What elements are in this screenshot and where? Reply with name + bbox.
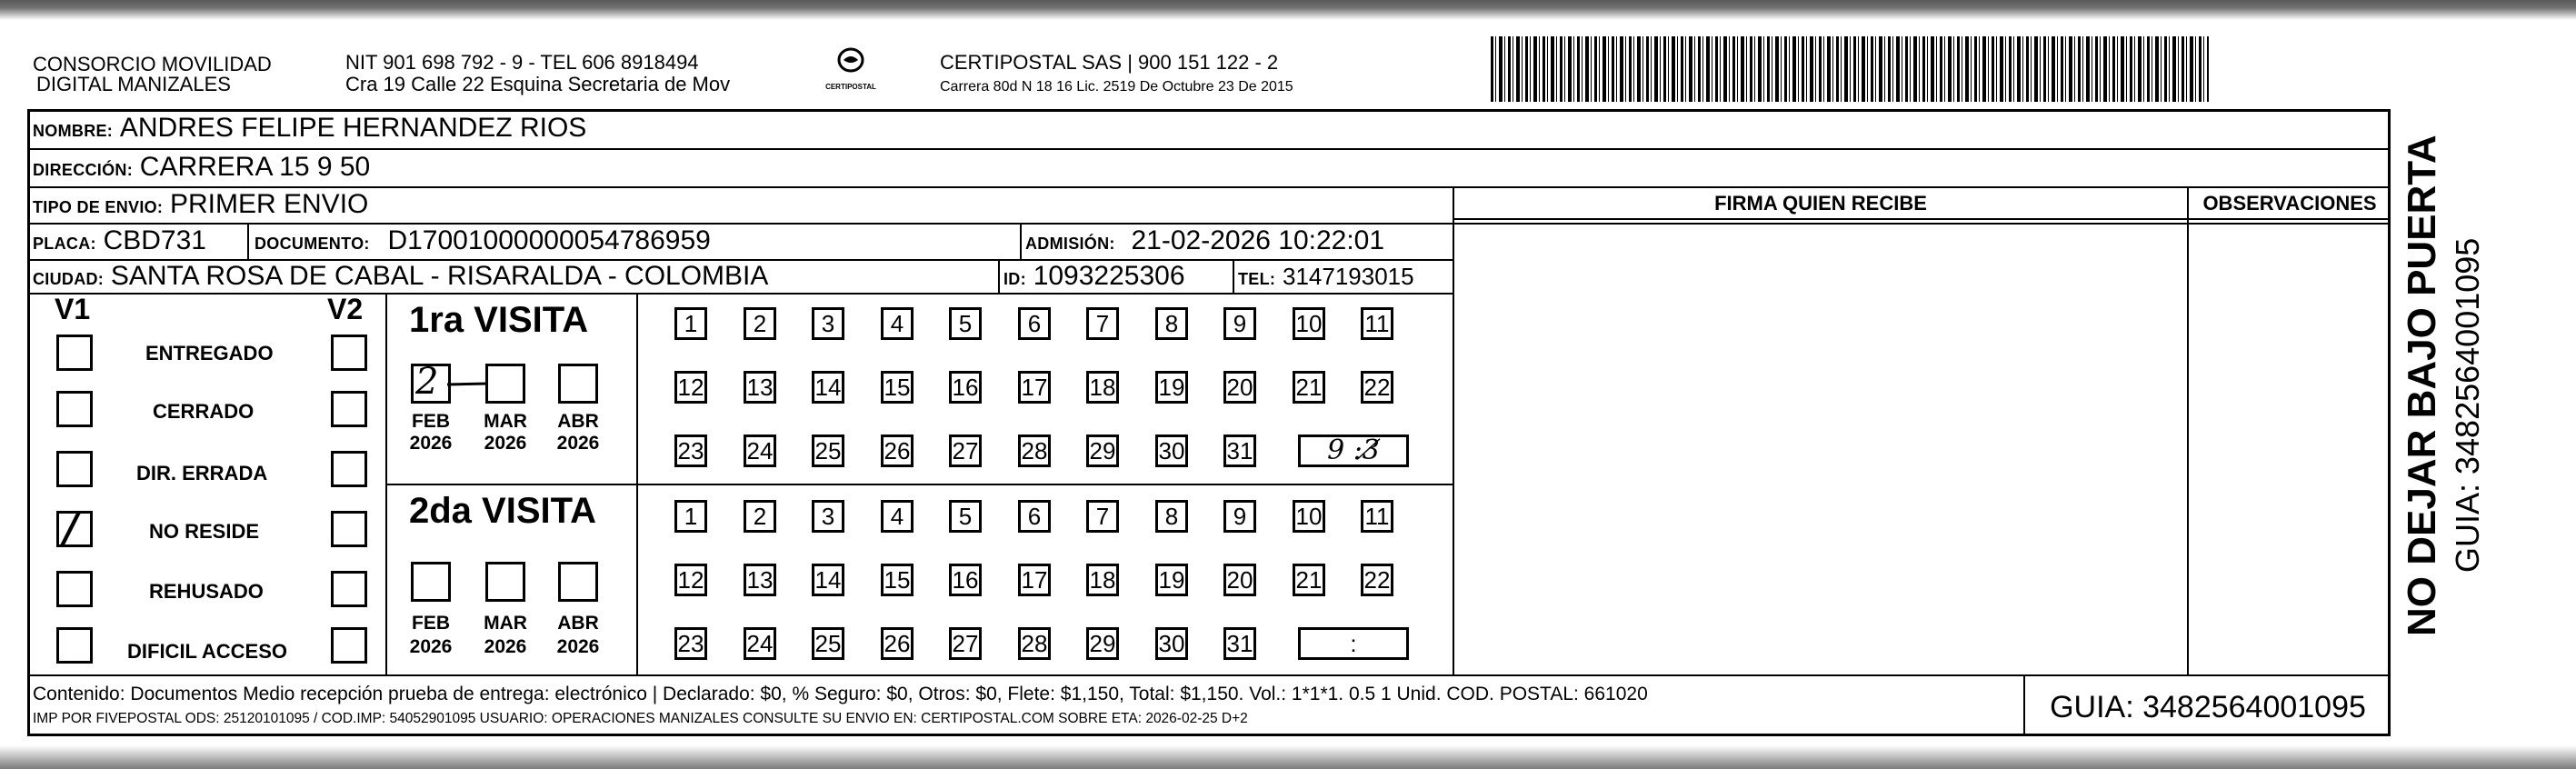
first-visit-day-box[interactable]: 30	[1155, 434, 1188, 467]
first-visit-day-box[interactable]: 2	[744, 307, 776, 340]
sender-name-line2: DIGITAL MANIZALES	[36, 73, 231, 95]
admision-value: 21-02-2026 10:22:01	[1131, 225, 1385, 255]
v1-checkbox-cerrado[interactable]	[56, 391, 93, 427]
first-visit-day-box[interactable]: 12	[674, 371, 707, 404]
v2-checkbox-dir-errada[interactable]	[331, 451, 367, 487]
first-visit-day-box[interactable]: 21	[1293, 371, 1325, 404]
year-label: 2026	[556, 636, 600, 657]
first-visit-day-box[interactable]: 15	[881, 371, 914, 404]
second-visit-day-box[interactable]: 18	[1086, 564, 1119, 596]
handwritten-stroke	[447, 380, 487, 389]
month-label: ABR	[557, 411, 599, 432]
id-field	[1003, 260, 1185, 295]
second-visit-day-box[interactable]: 31	[1223, 627, 1256, 660]
observaciones-heading: OBSERVACIONES	[2202, 192, 2377, 215]
first-visit-day-box[interactable]: 31	[1223, 434, 1256, 467]
contents-summary: Contenido: Documentos Medio recepción prueba de entrega: electrónico | Declarado: $0, % Seguro: $0, Otros: $0, Flete: $1,150, Total: $1,150. Vol.: 1*1*1. 0.5 1 Unid. COD. POSTAL: 661020	[33, 684, 1648, 704]
admision-label: ADMISIÓN:	[1025, 235, 1115, 253]
v1-checkbox-rehusado[interactable]	[56, 571, 93, 607]
second-visit-day-box[interactable]: 28	[1018, 627, 1051, 660]
placa-value: CBD731	[103, 225, 206, 255]
first-visit-day-box[interactable]: 28	[1018, 434, 1051, 467]
first-visit-day-box[interactable]: 25	[812, 434, 844, 467]
direccion-field	[33, 151, 370, 186]
id-label: ID:	[1003, 270, 1026, 288]
year-label: 2026	[409, 433, 453, 454]
v2-heading: V2	[327, 293, 364, 325]
first-visit-day-box[interactable]: 8	[1155, 307, 1188, 340]
v1-checkbox-dificil-acceso[interactable]	[56, 627, 93, 664]
status-label: ENTREGADO	[145, 342, 274, 365]
tipo-value: PRIMER ENVIO	[170, 189, 369, 219]
certipostal-logo	[824, 44, 878, 96]
column-divider	[1453, 186, 1454, 674]
cell-divider	[998, 259, 1000, 293]
first-visit-day-box[interactable]: 6	[1018, 307, 1051, 340]
tipo-label: TIPO DE ENVIO:	[33, 198, 164, 216]
ciudad-field	[33, 260, 768, 295]
first-visit-month-feb-box[interactable]	[411, 361, 451, 404]
second-visit-day-box[interactable]: 30	[1155, 627, 1188, 660]
first-visit-month-abr-box[interactable]	[558, 364, 598, 404]
sender-name-line1: CONSORCIO MOVILIDAD	[33, 53, 272, 75]
v2-checkbox-entregado[interactable]	[331, 335, 367, 371]
year-label: 2026	[556, 433, 600, 454]
v1-heading: V1	[55, 293, 91, 325]
ciudad-label: CIUDAD:	[33, 270, 105, 288]
second-visit-time[interactable]: :	[1298, 627, 1409, 660]
first-visit-month-mar-box[interactable]	[485, 364, 525, 404]
side-guia: GUIA: 3482564001095	[2449, 237, 2486, 573]
observations-area[interactable]	[2191, 222, 2389, 673]
guia-number: GUIA: 3482564001095	[2050, 690, 2366, 724]
documento-field	[255, 225, 711, 260]
direccion-value: CARRERA 15 9 50	[139, 152, 371, 182]
courier-name: CERTIPOSTAL SAS | 900 151 122 - 2	[940, 51, 1279, 74]
sender-nit: NIT 901 698 792 - 9 - TEL 606 8918494	[345, 51, 699, 74]
logo-text: CERTIPOSTAL	[825, 83, 876, 91]
first-visit-day-box[interactable]: 29	[1086, 434, 1119, 467]
second-visit-day-box[interactable]: 3	[812, 500, 844, 533]
status-label: DIFICIL ACCESO	[127, 640, 288, 663]
status-label: NO RESIDE	[149, 520, 260, 543]
second-visit-title: 2da VISITA	[409, 491, 596, 531]
second-visit-day-box[interactable]: 11	[1361, 500, 1393, 533]
year-label: 2026	[484, 636, 527, 657]
first-visit-day-box[interactable]: 18	[1086, 371, 1119, 404]
month-handwritten-mark: 2	[415, 361, 439, 403]
v2-checkbox-no-reside[interactable]	[331, 511, 367, 547]
first-visit-day-box[interactable]: 10	[1293, 307, 1325, 340]
second-visit-day-box[interactable]: 12	[674, 564, 707, 596]
second-visit-day-box[interactable]: 29	[1086, 627, 1119, 660]
row-divider	[27, 148, 2391, 150]
tel-label: TEL:	[1238, 270, 1276, 288]
month-label: MAR	[484, 411, 527, 432]
paper-edge-bottom	[0, 745, 2576, 769]
month-label: FEB	[412, 613, 450, 634]
nombre-label: NOMBRE:	[33, 122, 114, 140]
side-warning: NO DEJAR BAJO PUERTA	[2400, 135, 2444, 636]
first-visit-day-box[interactable]: 1	[674, 307, 707, 340]
second-visit-day-box[interactable]: 14	[812, 564, 844, 596]
admision-field	[1025, 225, 1384, 260]
v1-checkbox-entregado[interactable]	[56, 335, 93, 371]
second-visit-day-box[interactable]: 9	[1223, 500, 1256, 533]
first-visit-day-box[interactable]: 26	[881, 434, 914, 467]
cell-divider	[1233, 259, 1234, 293]
second-visit-day-box[interactable]: 1	[674, 500, 707, 533]
tel-value: 3147193015	[1282, 263, 1414, 290]
cell-divider	[1020, 223, 1022, 259]
first-visit-day-box[interactable]: 20	[1223, 371, 1256, 404]
barcode	[1491, 36, 2209, 102]
second-visit-day-box[interactable]: 6	[1018, 500, 1051, 533]
second-visit-month-abr-box[interactable]	[558, 562, 598, 602]
id-value: 1093225306	[1033, 261, 1185, 291]
checkbox-handwritten-mark: /	[63, 506, 78, 553]
second-visit-day-box[interactable]: 8	[1155, 500, 1188, 533]
second-visit-day-box[interactable]: 24	[744, 627, 776, 660]
second-visit-day-box[interactable]: 23	[674, 627, 707, 660]
first-visit-day-box[interactable]: 5	[949, 307, 982, 340]
nombre-value: ANDRES FELIPE HERNANDEZ RIOS	[119, 113, 587, 143]
sender-address: Cra 19 Calle 22 Esquina Secretaria de Mov	[345, 73, 731, 95]
second-visit-day-box[interactable]: 27	[949, 627, 982, 660]
first-visit-day-box[interactable]: 17	[1018, 371, 1051, 404]
v1-checkbox-no-reside[interactable]	[56, 506, 93, 553]
first-visit-day-box[interactable]: 22	[1361, 371, 1393, 404]
documento-value: D17001000000054786959	[387, 225, 711, 255]
column-divider	[2187, 186, 2189, 674]
month-label: ABR	[557, 613, 599, 634]
first-visit-day-box[interactable]: 9	[1223, 307, 1256, 340]
first-visit-day-box[interactable]: 14	[812, 371, 844, 404]
nombre-field	[33, 112, 586, 147]
second-visit-day-box[interactable]: 25	[812, 627, 844, 660]
first-visit-time[interactable]: 9 :3̸	[1298, 434, 1409, 467]
month-label: FEB	[412, 411, 450, 432]
second-visit-day-box[interactable]: 2	[744, 500, 776, 533]
first-visit-day-box[interactable]: 16	[949, 371, 982, 404]
row-divider	[27, 674, 2391, 676]
second-visit-day-box[interactable]: 4	[881, 500, 914, 533]
second-visit-day-box[interactable]: 5	[949, 500, 982, 533]
paper-edge-top	[0, 0, 2576, 20]
sig-header-divider	[1453, 218, 2391, 220]
v2-checkbox-rehusado[interactable]	[331, 571, 367, 607]
signature-area[interactable]	[1456, 222, 2185, 673]
first-visit-day-box[interactable]: 13	[744, 371, 776, 404]
placa-field	[33, 225, 206, 260]
cell-divider	[247, 223, 249, 259]
direccion-label: DIRECCIÓN:	[33, 161, 133, 179]
second-visit-day-box[interactable]: 26	[881, 627, 914, 660]
second-visit-month-mar-box[interactable]	[485, 562, 525, 602]
second-visit-day-box[interactable]: 21	[1293, 564, 1325, 596]
first-visit-day-box[interactable]: 11	[1361, 307, 1393, 340]
ciudad-value: SANTA ROSA DE CABAL - RISARALDA - COLOMBIA	[110, 261, 769, 291]
second-visit-day-box[interactable]: 19	[1155, 564, 1188, 596]
first-visit-day-box[interactable]: 4	[881, 307, 914, 340]
tipo-envio-field	[33, 188, 368, 224]
second-visit-day-box[interactable]: 20	[1223, 564, 1256, 596]
status-label: REHUSADO	[149, 580, 264, 603]
status-label: CERRADO	[153, 400, 255, 423]
print-info: IMP POR FIVEPOSTAL ODS: 25120101095 / COD.IMP: 54052901095 USUARIO: OPERACIONES MANIZALES CONSULTE SU ENVIO EN: CERTIPOSTAL.COM SOBRE ETA: 2026-02-25 D+2	[33, 711, 1248, 726]
year-label: 2026	[409, 636, 453, 657]
first-visit-title: 1ra VISITA	[409, 300, 589, 340]
second-visit-day-box[interactable]: 7	[1086, 500, 1119, 533]
second-visit-month-feb-box[interactable]	[411, 562, 451, 602]
second-visit-day-box[interactable]: 15	[881, 564, 914, 596]
second-visit-day-box[interactable]: 10	[1293, 500, 1325, 533]
first-visit-day-box[interactable]: 3	[812, 307, 844, 340]
documento-label: DOCUMENTO:	[255, 235, 370, 253]
status-label: DIR. ERRADA	[136, 462, 268, 484]
second-visit-day-box[interactable]: 16	[949, 564, 982, 596]
v2-checkbox-cerrado[interactable]	[331, 391, 367, 427]
month-label: MAR	[484, 613, 527, 634]
first-visit-day-box[interactable]: 19	[1155, 371, 1188, 404]
second-visit-day-box[interactable]: 17	[1018, 564, 1051, 596]
visit-divider	[385, 484, 1454, 485]
year-label: 2026	[484, 433, 527, 454]
v1-checkbox-dir-errada[interactable]	[56, 451, 93, 487]
first-visit-day-box[interactable]: 23	[674, 434, 707, 467]
second-visit-day-box[interactable]: 13	[744, 564, 776, 596]
firma-heading: FIRMA QUIEN RECIBE	[1714, 192, 1927, 215]
second-visit-day-box[interactable]: 22	[1361, 564, 1393, 596]
courier-address: Carrera 80d N 18 16 Lic. 2519 De Octubre 23 De 2015	[940, 79, 1293, 95]
v2-checkbox-dificil-acceso[interactable]	[331, 627, 367, 664]
first-visit-day-box[interactable]: 27	[949, 434, 982, 467]
placa-label: PLACA:	[33, 235, 96, 253]
tel-field	[1238, 260, 1414, 295]
row-divider	[27, 186, 2391, 188]
first-visit-day-box[interactable]: 7	[1086, 307, 1119, 340]
first-visit-day-box[interactable]: 24	[744, 434, 776, 467]
